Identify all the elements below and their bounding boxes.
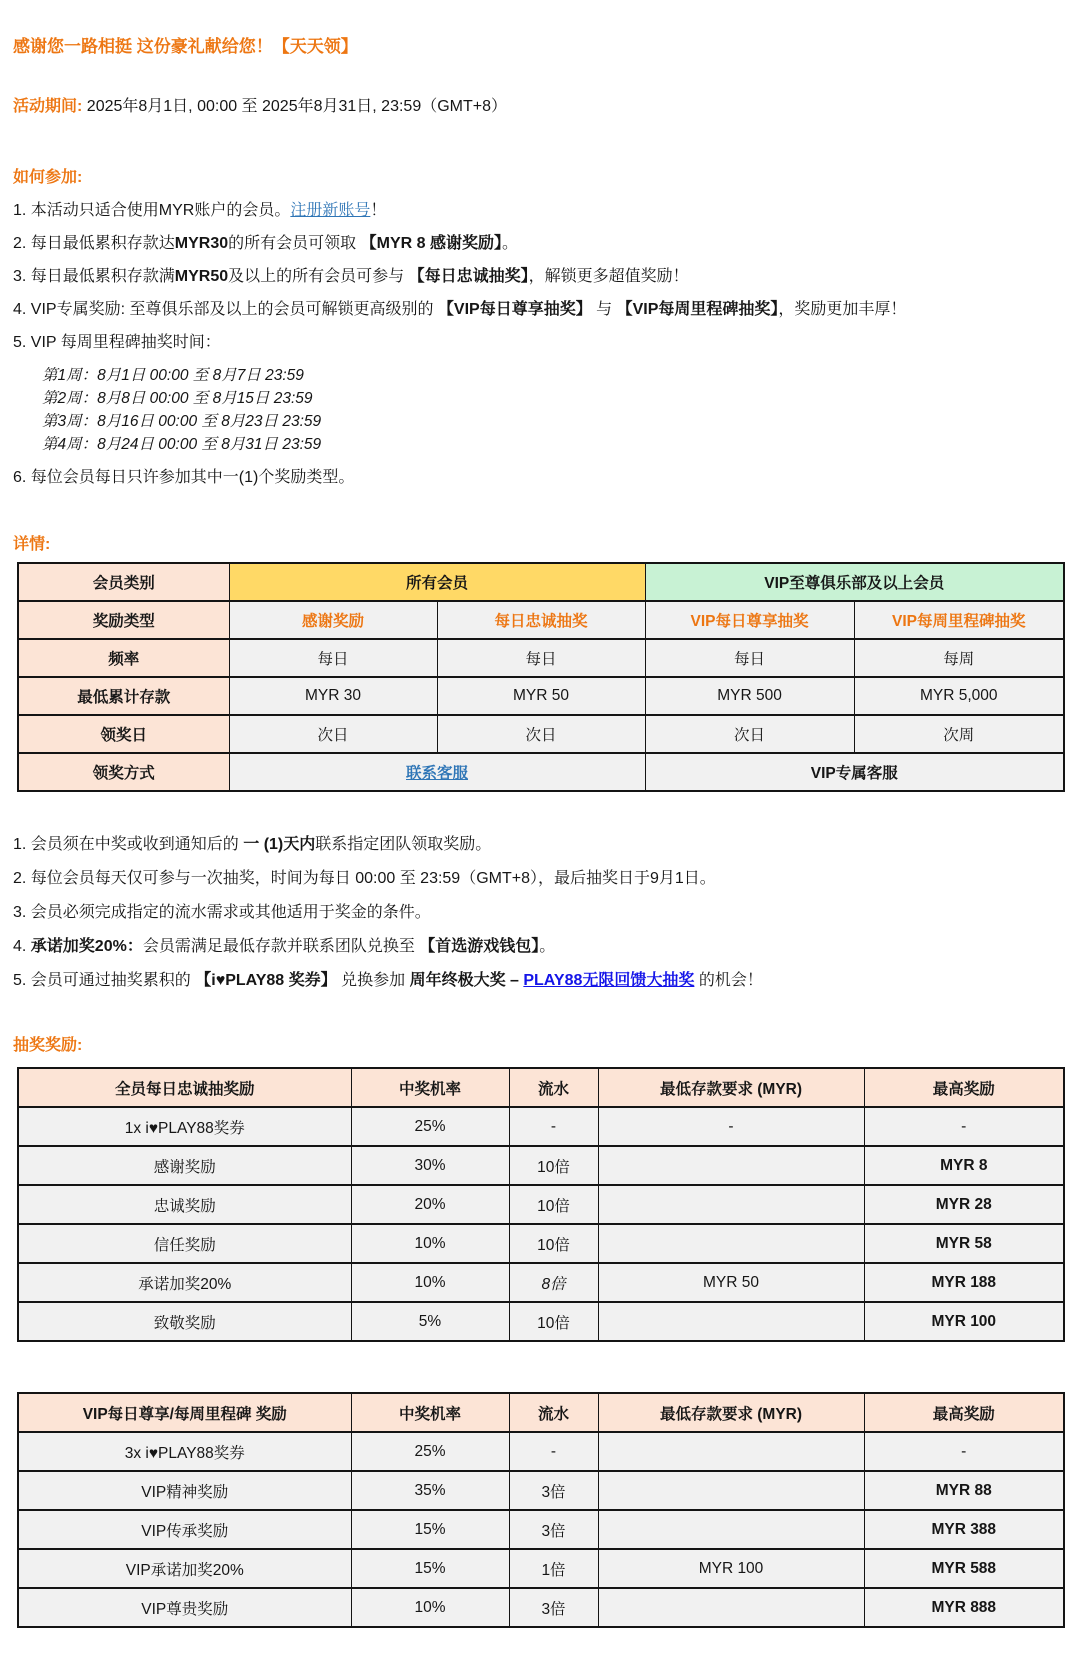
table-row bbox=[18, 1263, 1064, 1302]
rule-bold: 【i♥PLAY88 奖券】 bbox=[195, 972, 337, 989]
contact-support-link[interactable]: 联系客服 bbox=[406, 765, 469, 782]
table-row bbox=[18, 563, 1064, 601]
cell-reward-name: VIP承诺加奖20% bbox=[18, 1549, 351, 1588]
cell-min bbox=[598, 1224, 864, 1263]
rule-text: 会员需满足最低存款并联系团队兑换至 bbox=[142, 938, 420, 955]
activity-period bbox=[13, 93, 1063, 116]
cell-max: MYR 388 bbox=[864, 1510, 1064, 1549]
cell-value: MYR 5,000 bbox=[854, 677, 1064, 715]
cell-min: MYR 50 bbox=[598, 1263, 864, 1302]
table-row bbox=[18, 1107, 1064, 1146]
cell-turnover: 10倍 bbox=[509, 1224, 598, 1263]
cell-min bbox=[598, 1185, 864, 1224]
details-table bbox=[17, 562, 1065, 792]
cell-max: MYR 888 bbox=[864, 1588, 1064, 1627]
cell-max: MYR 100 bbox=[864, 1302, 1064, 1341]
cell-chance: 10% bbox=[351, 1224, 509, 1263]
cell-claim-method: 领奖方式 bbox=[18, 753, 229, 791]
how-to-item-1 bbox=[13, 202, 1063, 220]
header-turnover: 流水 bbox=[509, 1068, 598, 1107]
table-header-row bbox=[18, 1068, 1064, 1107]
item-text: 。 bbox=[501, 235, 518, 252]
cell-value: 次周 bbox=[854, 715, 1064, 753]
rule-bold: 一 (1)天内 bbox=[243, 836, 316, 853]
cell-thanks-reward: 感谢奖励 bbox=[229, 601, 437, 639]
cell-chance: 5% bbox=[351, 1302, 509, 1341]
cell-min bbox=[598, 1588, 864, 1627]
cell-reward-type: 奖励类型 bbox=[18, 601, 229, 639]
cell-chance: 35% bbox=[351, 1471, 509, 1510]
all-members-reward-table bbox=[17, 1067, 1065, 1342]
item-bold: 【VIP每日尊享抽奖】 bbox=[437, 301, 592, 318]
cell-turnover: 1倍 bbox=[509, 1549, 598, 1588]
item-bold: 【MYR 8 感谢奖励】 bbox=[360, 235, 502, 252]
item-bold: MYR30 bbox=[174, 235, 229, 252]
cell-claim-day: 领奖日 bbox=[18, 715, 229, 753]
header-win-chance: 中奖机率 bbox=[351, 1068, 509, 1107]
week-2: 第2周：8月8日 00:00 至 8月15日 23:59 bbox=[42, 390, 313, 407]
rule-3: 3. 会员必须完成指定的流水需求或其他适用于奖金的条件。 bbox=[13, 904, 431, 921]
how-to-item-4 bbox=[13, 301, 1063, 319]
cell-value: 每日 bbox=[645, 639, 854, 677]
cell-max: - bbox=[864, 1107, 1064, 1146]
cell-chance: 25% bbox=[351, 1107, 509, 1146]
how-to-heading: 如何参加: bbox=[13, 169, 83, 186]
cell-chance: 20% bbox=[351, 1185, 509, 1224]
vip-reward-table bbox=[17, 1392, 1065, 1628]
cell-daily-loyalty-draw: 每日忠诚抽奖 bbox=[437, 601, 645, 639]
cell-max: MYR 8 bbox=[864, 1146, 1064, 1185]
item-bold: MYR50 bbox=[174, 268, 229, 285]
cell-reward-name: 致敬奖励 bbox=[18, 1302, 351, 1341]
how-to-item-2 bbox=[13, 235, 1063, 253]
rule-2: 2. 每位会员每天仅可参与一次抽奖，时间为每日 00:00 至 23:59（GMT+8），最后抽奖日于9月1日。 bbox=[13, 870, 716, 887]
cell-min bbox=[598, 1302, 864, 1341]
grand-draw-link[interactable]: PLAY88无限回馈大抽奖 bbox=[523, 972, 695, 989]
cell-turnover: 8倍 bbox=[509, 1263, 598, 1302]
item-text: 4. VIP专属奖励: 至尊俱乐部及以上的会员可解锁更高级别的 bbox=[13, 301, 438, 318]
item-text: 3. 每日最低累积存款满 bbox=[13, 268, 175, 285]
cell-reward-name: VIP传承奖励 bbox=[18, 1510, 351, 1549]
table-row bbox=[18, 677, 1064, 715]
cell-turnover: 10倍 bbox=[509, 1185, 598, 1224]
table-row bbox=[18, 1185, 1064, 1224]
item-text: 的所有会员可领取 bbox=[228, 235, 361, 252]
rule-text: 5. 会员可通过抽奖累积的 bbox=[13, 972, 196, 989]
cell-turnover: - bbox=[509, 1107, 598, 1146]
table-row bbox=[18, 715, 1064, 753]
rules-section bbox=[13, 836, 1063, 990]
rule-bold: 周年终极大奖 – bbox=[409, 972, 524, 989]
cell-value: 每日 bbox=[229, 639, 437, 677]
cell-turnover: 3倍 bbox=[509, 1471, 598, 1510]
register-account-link[interactable]: 注册新账号 bbox=[290, 202, 371, 219]
cell-value: 每周 bbox=[854, 639, 1064, 677]
cell-reward-name: 承诺加奖20% bbox=[18, 1263, 351, 1302]
rule-text: 的机会！ bbox=[694, 972, 763, 989]
how-to-item-5: 5. VIP 每周里程碑抽奖时间： bbox=[13, 334, 221, 351]
item-bold: 【每日忠诚抽奖】 bbox=[408, 268, 529, 285]
cell-value: 次日 bbox=[437, 715, 645, 753]
item-text: ！ bbox=[370, 202, 387, 219]
item-text: ，解锁更多超值奖励！ bbox=[528, 268, 689, 285]
rule-bold: 【首选游戏钱包】 bbox=[419, 938, 540, 955]
header-max-reward: 最高奖励 bbox=[864, 1393, 1064, 1432]
cell-value: 次日 bbox=[645, 715, 854, 753]
cell-max: MYR 58 bbox=[864, 1224, 1064, 1263]
table-row bbox=[18, 1549, 1064, 1588]
activity-period-value: 2025年8月1日, 00:00 至 2025年8月31日, 23:59（GMT+8） bbox=[82, 98, 508, 115]
header-min-deposit: 最低存款要求 (MYR) bbox=[598, 1068, 864, 1107]
table-row bbox=[18, 753, 1064, 791]
cell-reward-name: 忠诚奖励 bbox=[18, 1185, 351, 1224]
cell-value: MYR 500 bbox=[645, 677, 854, 715]
promo-page bbox=[13, 32, 1063, 1628]
cell-turnover: 3倍 bbox=[509, 1588, 598, 1627]
cell-member-category: 会员类别 bbox=[18, 563, 229, 601]
cell-reward-name: 3x i♥PLAY88奖券 bbox=[18, 1432, 351, 1471]
cell-chance: 10% bbox=[351, 1588, 509, 1627]
cell-all-members: 所有会员 bbox=[229, 563, 645, 601]
cell-turnover: 3倍 bbox=[509, 1510, 598, 1549]
cell-value: MYR 50 bbox=[437, 677, 645, 715]
cell-value: MYR 30 bbox=[229, 677, 437, 715]
rule-text: 兑换参加 bbox=[336, 972, 410, 989]
vip-week-schedule bbox=[42, 367, 1063, 454]
week-3: 第3周：8月16日 00:00 至 8月23日 23:59 bbox=[42, 413, 322, 430]
cell-turnover: 10倍 bbox=[509, 1302, 598, 1341]
cell-turnover: - bbox=[509, 1432, 598, 1471]
cell-value: 每日 bbox=[437, 639, 645, 677]
item-bold: 【VIP每周里程碑抽奖】 bbox=[616, 301, 779, 318]
table-header-row bbox=[18, 1393, 1064, 1432]
cell-min bbox=[598, 1432, 864, 1471]
cell-reward-name: 1x i♥PLAY88奖券 bbox=[18, 1107, 351, 1146]
cell-vip-daily-draw: VIP每日尊享抽奖 bbox=[645, 601, 854, 639]
rule-bold: 承诺加奖20%： bbox=[30, 938, 143, 955]
item-text: 2. 每日最低累积存款达 bbox=[13, 235, 175, 252]
header-min-deposit: 最低存款要求 (MYR) bbox=[598, 1393, 864, 1432]
table-row bbox=[18, 1224, 1064, 1263]
item-text: 1. 本活动只适合使用MYR账户的会员。 bbox=[13, 202, 291, 219]
item-text: 与 bbox=[591, 301, 617, 318]
header-turnover: 流水 bbox=[509, 1393, 598, 1432]
cell-value: 次日 bbox=[229, 715, 437, 753]
rule-4 bbox=[13, 938, 1063, 956]
cell-max: MYR 88 bbox=[864, 1471, 1064, 1510]
cell-min: MYR 100 bbox=[598, 1549, 864, 1588]
activity-period-label: 活动期间: bbox=[13, 98, 83, 115]
cell-min bbox=[598, 1471, 864, 1510]
page-title: 感谢您一路相挺 这份豪礼献给您！【天天领】 bbox=[13, 37, 358, 56]
table-row bbox=[18, 1471, 1064, 1510]
cell-reward-name: VIP尊贵奖励 bbox=[18, 1588, 351, 1627]
how-to-item-3 bbox=[13, 268, 1063, 286]
cell-chance: 15% bbox=[351, 1549, 509, 1588]
rule-1 bbox=[13, 836, 1063, 854]
cell-max: - bbox=[864, 1432, 1064, 1471]
cell-max: MYR 588 bbox=[864, 1549, 1064, 1588]
cell-reward-name: VIP精神奖励 bbox=[18, 1471, 351, 1510]
cell-reward-name: 信任奖励 bbox=[18, 1224, 351, 1263]
item-text: ，奖励更加丰厚！ bbox=[778, 301, 907, 318]
week-4: 第4周：8月24日 00:00 至 8月31日 23:59 bbox=[42, 436, 322, 453]
rule-text: 4. bbox=[13, 938, 31, 955]
cell-chance: 10% bbox=[351, 1263, 509, 1302]
cell-frequency: 频率 bbox=[18, 639, 229, 677]
cell-min bbox=[598, 1510, 864, 1549]
header-max-reward: 最高奖励 bbox=[864, 1068, 1064, 1107]
cell-vip-weekly-draw: VIP每周里程碑抽奖 bbox=[854, 601, 1064, 639]
cell-vip-support: VIP专属客服 bbox=[645, 753, 1064, 791]
cell-chance: 30% bbox=[351, 1146, 509, 1185]
table-row bbox=[18, 601, 1064, 639]
cell-max: MYR 28 bbox=[864, 1185, 1064, 1224]
table-row bbox=[18, 1432, 1064, 1471]
cell-max: MYR 188 bbox=[864, 1263, 1064, 1302]
item-text: 及以上的所有会员可参与 bbox=[228, 268, 409, 285]
cell-reward-name: 感谢奖励 bbox=[18, 1146, 351, 1185]
cell-vip-members: VIP至尊俱乐部及以上会员 bbox=[645, 563, 1064, 601]
header-reward-name: 全员每日忠诚抽奖励 bbox=[18, 1068, 351, 1107]
cell-chance: 15% bbox=[351, 1510, 509, 1549]
header-reward-name: VIP每日尊享/每周里程碑 奖励 bbox=[18, 1393, 351, 1432]
cell-chance: 25% bbox=[351, 1432, 509, 1471]
table-row bbox=[18, 1588, 1064, 1627]
rule-text: 联系指定团队领取奖励。 bbox=[315, 836, 492, 853]
rule-5 bbox=[13, 972, 1063, 990]
how-to-item-6: 6. 每位会员每日只许参加其中一(1)个奖励类型。 bbox=[13, 469, 355, 486]
cell-turnover: 10倍 bbox=[509, 1146, 598, 1185]
lottery-heading: 抽奖奖励: bbox=[13, 1037, 83, 1054]
cell-contact-support bbox=[229, 753, 645, 791]
details-heading: 详情: bbox=[13, 536, 51, 553]
week-1: 第1周：8月1日 00:00 至 8月7日 23:59 bbox=[42, 367, 304, 384]
table-row bbox=[18, 1510, 1064, 1549]
header-win-chance: 中奖机率 bbox=[351, 1393, 509, 1432]
cell-min-deposit: 最低累计存款 bbox=[18, 677, 229, 715]
rule-text: 1. 会员须在中奖或收到通知后的 bbox=[13, 836, 244, 853]
cell-min bbox=[598, 1146, 864, 1185]
table-row bbox=[18, 1302, 1064, 1341]
cell-min: - bbox=[598, 1107, 864, 1146]
table-row bbox=[18, 639, 1064, 677]
table-row bbox=[18, 1146, 1064, 1185]
rule-text: 。 bbox=[539, 938, 556, 955]
